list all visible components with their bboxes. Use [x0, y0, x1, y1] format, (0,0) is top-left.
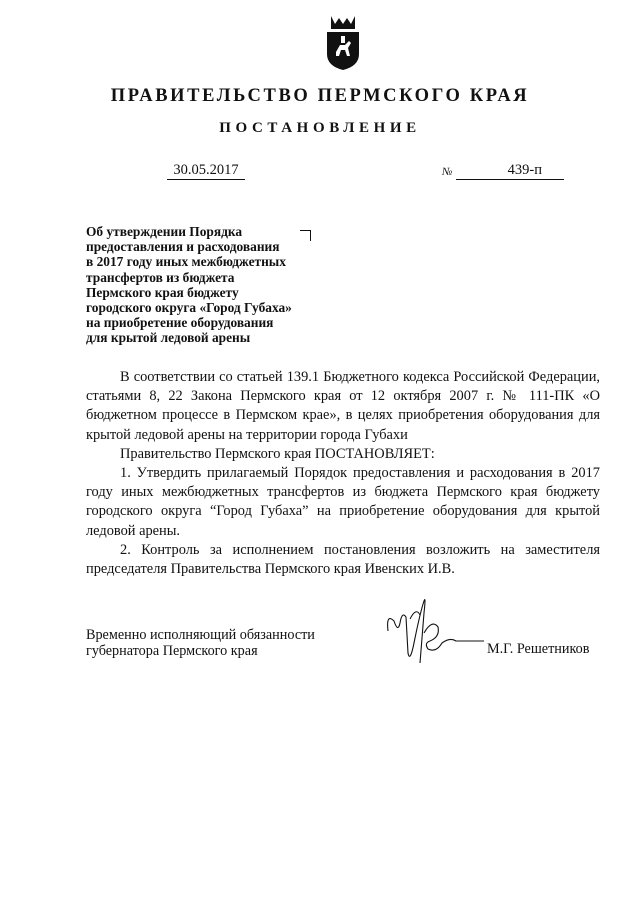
body-paragraph-preamble: В соответствии со статьей 139.1 Бюджетного кодекса Российской Федерации, статьями 8, 22 Закона Пермского края от 12 октября 2007 г. № 111-ПК «О бюджетном процессе в Пермском крае», в целях приобретения оборудования для крытой ледовой арены на территории города Губахи: [86, 369, 600, 443]
document-body: [86, 368, 600, 579]
signatory-title: [86, 628, 315, 659]
body-paragraph-item-1: 1. Утвердить прилагаемый Порядок предоставления и расходования в 2017 году иных межбюджетных трансфертов из бюджета Пермского края бюджету городского округа “Город Губаха” на приобретение оборудования для крытой ледовой арены.: [86, 465, 600, 539]
coat-of-arms-icon: [323, 12, 363, 72]
subject-line: трансфертов из бюджета: [86, 269, 235, 285]
subject-line: предоставления и расходования: [86, 239, 280, 255]
signatory-title-line: Временно исполняющий обязанности: [86, 627, 315, 643]
document-subject: [86, 224, 356, 346]
document-number: 439-п: [456, 162, 564, 180]
body-paragraph-item-2: 2. Контроль за исполнением постановления возложить на заместителя председателя Правительства Пермского края Ивенских И.В.: [86, 541, 600, 578]
handwritten-signature: [380, 593, 490, 671]
signatory-title-line: губернатора Пермского края: [86, 642, 258, 659]
government-title: ПРАВИТЕЛЬСТВО ПЕРМСКОГО КРАЯ: [110, 86, 530, 106]
body-paragraph-resolves: Правительство Пермского края ПОСТАНОВЛЯЕТ:: [120, 445, 435, 462]
subject-line: в 2017 году иных межбюджетных: [86, 254, 286, 270]
document-date: 30.05.2017: [167, 162, 245, 180]
signatory-name: М.Г. Решетников: [487, 641, 590, 657]
subject-line: на приобретение оборудования: [86, 315, 274, 331]
document-type: ПОСТАНОВЛЕНИЕ: [219, 120, 421, 136]
number-label: №: [442, 166, 453, 178]
subject-line: городского округа «Город Губаха»: [86, 300, 292, 316]
subject-line: Пермского края бюджету: [86, 284, 239, 300]
subject-line: Об утверждении Порядка: [86, 224, 243, 239]
subject-line: для крытой ледовой арены: [86, 330, 251, 346]
